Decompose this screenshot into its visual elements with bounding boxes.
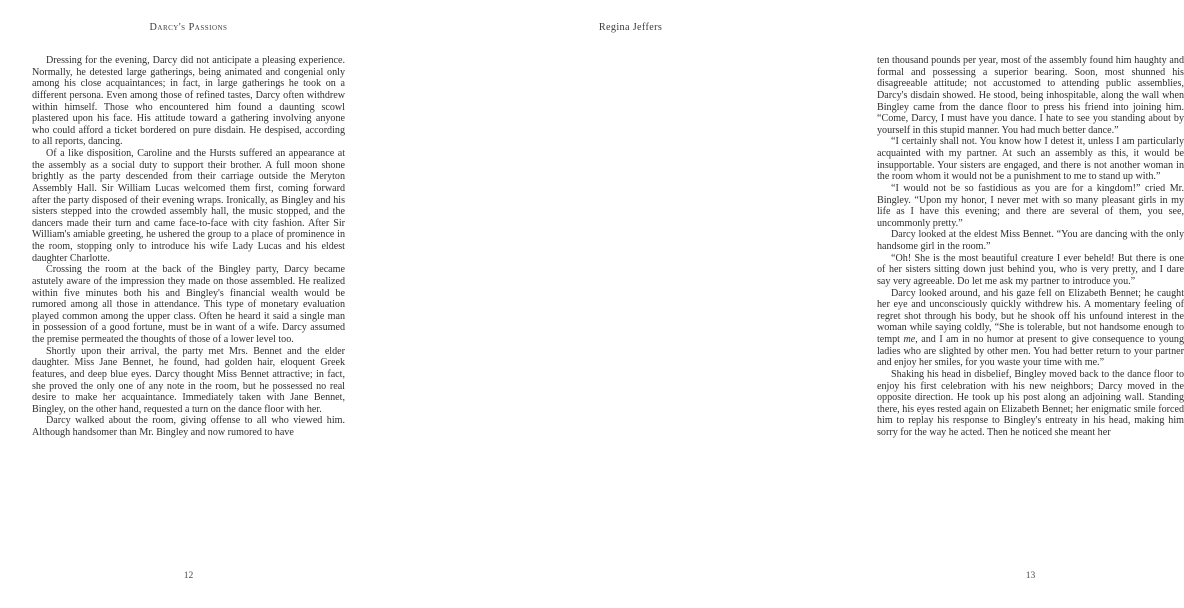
paragraph: “I certainly shall not. You know how I detest it, unless I am particularly acquainted with my partner. At such an assembly as this, it would be insupportable. Your sisters are engaged, and there is not another woman in the room whom it would not be a punishment to me to stand up with.”	[877, 136, 1184, 183]
running-head-right: Regina Jeffers	[598, 22, 663, 33]
paragraph: Darcy looked around, and his gaze fell on Elizabeth Bennet; he caught her eye and unconsciously quickly withdrew his. A momentary feeling of regret shot through his body, but he shook off his unfound interest in the woman while saying coldly, “She is tolerable, but not handsome enough to tempt me, and I am in no humor at present to give consequence to young ladies who are slighted by other men. You had better return to your partner and enjoy her smiles, for you waste your time with me.”	[877, 287, 1184, 369]
right-page-text-column	[877, 55, 1184, 439]
page-number-right: 13	[1025, 570, 1036, 581]
left-page-text-column	[32, 55, 345, 439]
paragraph: “I would not be so fastidious as you are for a kingdom!” cried Mr. Bingley. “Upon my honor, I never met with so many pleasant girls in my life as I have this evening; and there are several of them, you see, uncommonly pretty.”	[877, 182, 1184, 229]
paragraph: Shaking his head in disbelief, Bingley moved back to the dance floor to enjoy his first celebration with his new neighbors; Darcy moved in the opposite direction. He took up his post along an adjoining wall. Standing there, his eyes rested again on Elizabeth Bennet; her enigmatic smile forced him to replay his response to Bingley's entreaty in his head, making him sorry for the way he acted. Then he noticed she meant her	[877, 368, 1184, 438]
paragraph: “Oh! She is the most beautiful creature I ever beheld! But there is one of her sisters sitting down just behind you, who is very pretty, and I dare say very agreeable. Do let me ask my partner to introduce you.”	[877, 252, 1184, 287]
page-number-left: 12	[183, 570, 194, 581]
paragraph: Of a like disposition, Caroline and the Hursts suffered an appearance at the assembly as a social duty to support their brother. A full moon shone brightly as the party descended from their carriage outside the Meryton Assembly Hall. Sir William Lucas welcomed them first, coming forward after the party disposed of their evening wraps. Ironically, as Bingley and his sisters stepped into the crowded assembly hall, the music stopped, and the dancers made their turn and came face-to-face with city fashion. After Sir William's amiable greeting, he ushered the group to a place of prominence in the room, stopping only to introduce his wife Lady Lucas and his eldest daughter Charlotte.	[32, 148, 345, 264]
paragraph: Dressing for the evening, Darcy did not anticipate a pleasing experience. Normally, he detested large gatherings, being animated and congenial only among his close acquaintances; in fact, in large gatherings he took on a different persona. Even among those of refined tastes, Darcy often withdrew within himself. Those who encountered him found a daunting scowl plastered upon his face. His attitude toward a gathering involving anyone who could afford a ticket bordered on pure disdain. He despised, according to all reports, dancing.	[32, 55, 345, 148]
running-head-left: Darcy's Passions	[149, 22, 228, 33]
paragraph: Crossing the room at the back of the Bingley party, Darcy became astutely aware of the impression they made on those assembled. He realized within five minutes both his and Bingley's financial wealth would be rumored among all those in attendance. This type of monetary evaluation played common among the upper class. Often he heard it said a single man in possession of a good fortune, must be in want of a wife. Darcy assumed the premise permeated the thoughts of those of a lower level too.	[32, 264, 345, 345]
paragraph: ten thousand pounds per year, most of the assembly found him haughty and formal and possessing a superior bearing. Soon, most shunned his disagreeable attitude; not accustomed to attending public assemblies, Darcy's disdain showed. He stood, being inhospitable, along the wall when Bingley came from the dance floor to press his friend into joining him. “Come, Darcy, I must have you dance. I hate to see you standing about by yourself in this stupid manner. You had much better dance.”	[877, 55, 1184, 136]
left-page	[0, 0, 405, 608]
paragraph: Darcy walked about the room, giving offense to all who viewed him. Although handsomer than Mr. Bingley and now rumored to have	[32, 415, 345, 438]
paragraph: Darcy looked at the eldest Miss Bennet. “You are dancing with the only handsome girl in the room.”	[877, 229, 1184, 252]
paragraph: Shortly upon their arrival, the party met Mrs. Bennet and the elder daughter. Miss Jane Bennet, he found, had golden hair, eloquent Greek features, and deep blue eyes. Darcy thought Miss Bennet attractive; in fact, she proved the only one of any note in the room, but he possessed no real desire to make her acquaintance. Immediately taken with Jane Bennet, Bingley, on the other hand, requested a turn on the dance floor with her.	[32, 345, 345, 415]
right-page	[405, 0, 1184, 608]
